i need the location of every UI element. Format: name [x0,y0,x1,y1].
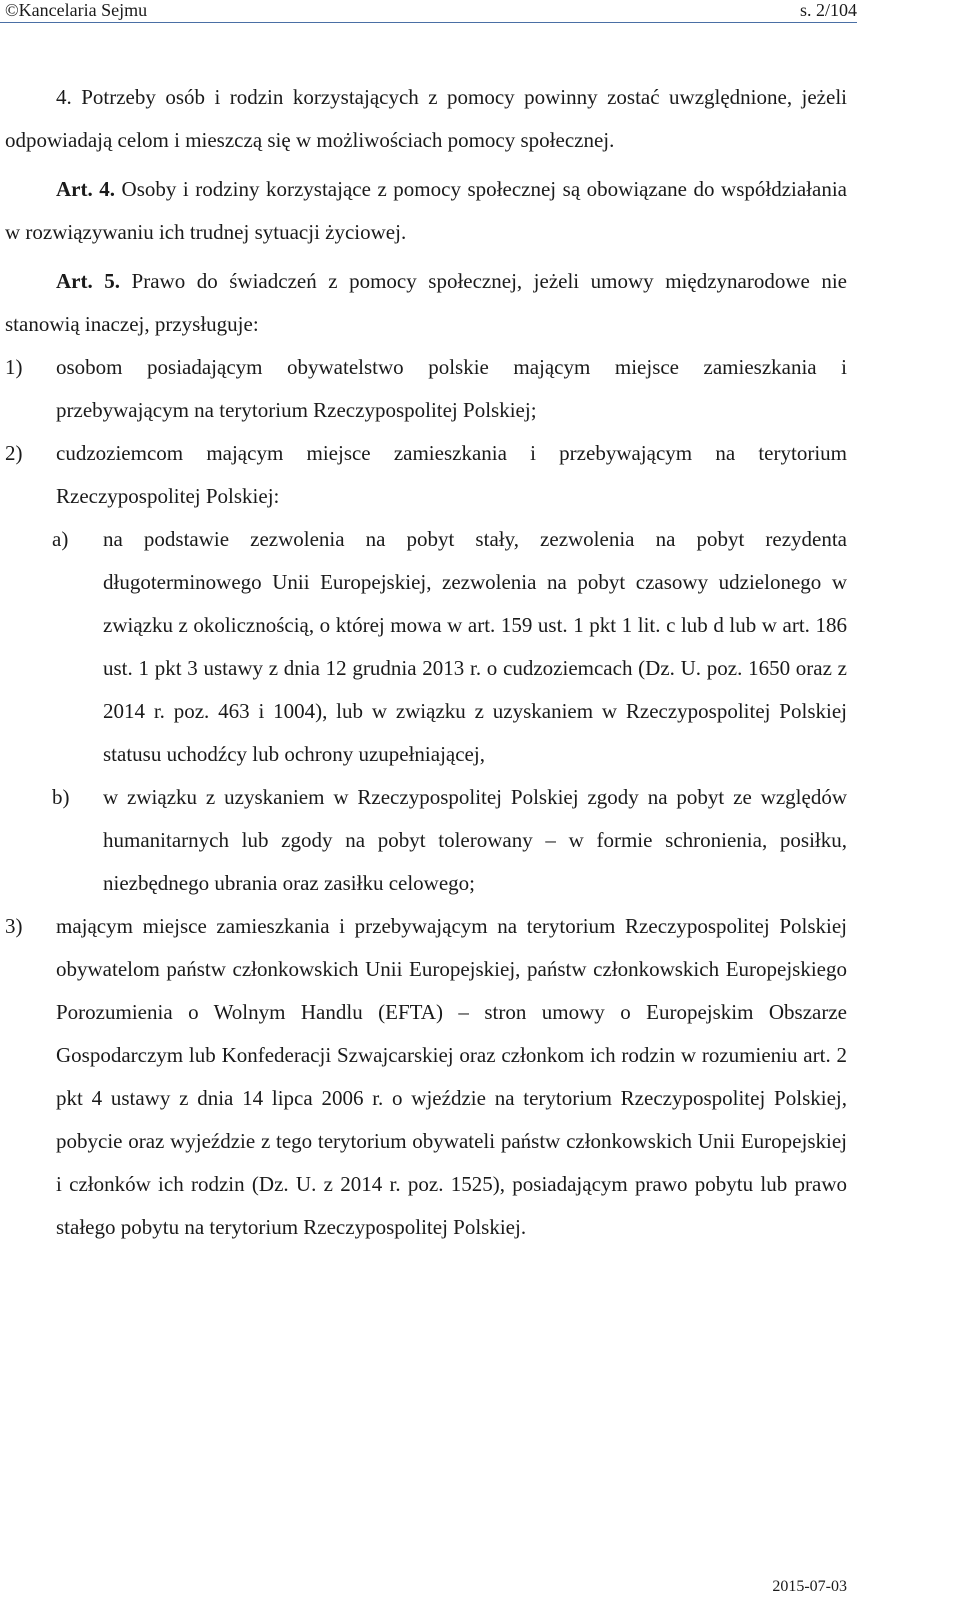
list-item-subpoint-b [52,776,847,905]
subpoint-text: na podstawie zezwolenia na pobyt stały, zezwolenia na pobyt rezydenta długoterminowego Unii Europejskiej, zezwolenia na pobyt czasowy udzielonego w związku z okolicznością, o której mowa w art. 159 ust. 1 pkt 1 lit. c lub d lub w art. 186 ust. 1 pkt 3 ustawy z dnia 12 grudnia 2013 r. o cudzoziemcach (Dz. U. poz. 1650 oraz z 2014 r. poz. 463 i 1004), lub w związku z uzyskaniem w Rzeczypospolitej Polskiej statusu uchodźcy lub ochrony uzupełniającej, [103,527,847,766]
article-4-label: Art. 4. [56,177,116,201]
point-number: 1) [5,355,23,379]
article-4-text: Osoby i rodziny korzystające z pomocy społecznej są obowiązane do współdziałania w rozwiązywaniu ich trudnej sytuacji życiowej. [5,177,847,244]
article-5-label: Art. 5. [56,269,121,293]
article-5 [5,260,847,346]
article-4 [5,168,847,254]
page-number: s. 2/104 [799,0,857,20]
list-item-point-3 [5,905,847,1249]
subpoint-letter: a) [52,527,69,551]
subpoint-letter: b) [52,785,70,809]
list-item-point-2 [5,432,847,518]
point-number: 2) [5,441,23,465]
point-number: 3) [5,914,23,938]
point-text: osobom posiadającym obywatelstwo polskie mającym miejsce zamieszkania i przebywającym na terytorium Rzeczypospolitej Polskiej; [56,355,847,422]
page-header [0,0,857,23]
document-body [5,76,847,1249]
article-5-text: Prawo do świadczeń z pomocy społecznej, jeżeli umowy międzynarodowe nie stanowią inaczej, przysługuje: [5,269,847,336]
footer-date: 2015-07-03 [772,1578,847,1595]
list-item-point-1 [5,346,847,432]
paragraph-art3-4: 4. Potrzeby osób i rodzin korzystających z pomocy powinny zostać uwzględnione, jeżeli odpowiadają celom i mieszczą się w możliwościach pomocy społecznej. [5,85,847,152]
subpoint-text: w związku z uzyskaniem w Rzeczypospolitej Polskiej zgody na pobyt ze względów humanitarnych lub zgody na pobyt tolerowany – w formie schronienia, posiłku, niezbędnego ubrania oraz zasiłku celowego; [103,785,847,895]
point-text: mającym miejsce zamieszkania i przebywającym na terytorium Rzeczypospolitej Polskiej obywatelom państw członkowskich Unii Europejskiej, państw członkowskich Europejskiego Porozumienia o Wolnym Handlu (EFTA) – stron umowy o Europejskim Obszarze Gospodarczym lub Konfederacji Szwajcarskiej oraz członkom ich rodzin w rozumieniu art. 2 pkt 4 ustawy z dnia 14 lipca 2006 r. o wjeździe na terytorium Rzeczypospolitej Polskiej, pobycie oraz wyjeździe z tego terytorium obywateli państw członkowskich Unii Europejskiej i członków ich rodzin (Dz. U. z 2014 r. poz. 1525), posiadającym prawo pobytu lub prawo stałego pobytu na terytorium Rzeczypospolitej Polskiej. [56,914,847,1239]
publisher-label: ©Kancelaria Sejmu [5,0,148,20]
list-item-subpoint-a [52,518,847,776]
point-text: cudzoziemcom mającym miejsce zamieszkania i przebywającym na terytorium Rzeczypospolitej Polskiej: [56,441,847,508]
